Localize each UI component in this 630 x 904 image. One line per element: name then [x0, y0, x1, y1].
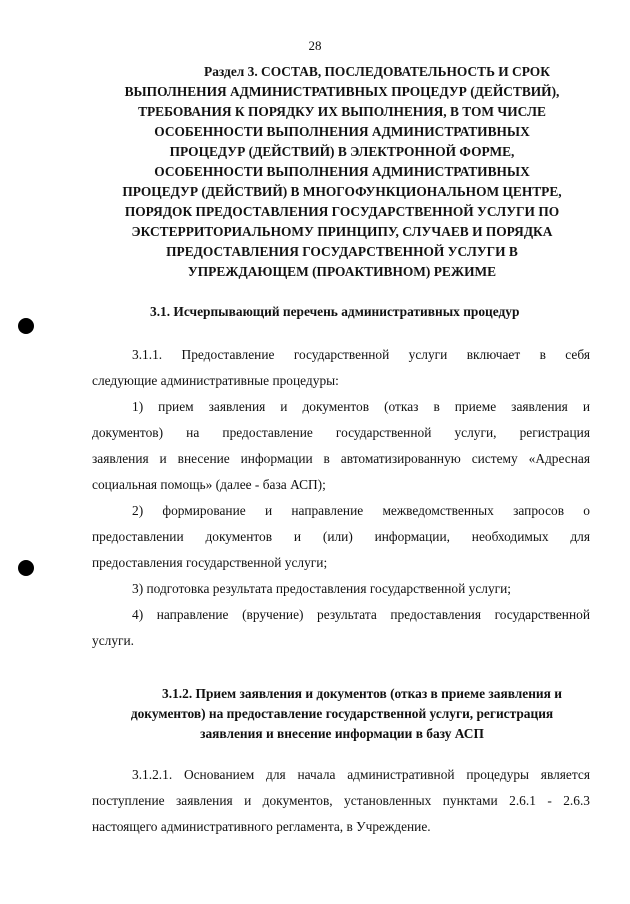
subsection-heading-line: заявления и внесение информации в базу АСП [200, 726, 484, 741]
subsection-heading-line: документов) на предоставление государственной услуги, регистрация [130, 706, 554, 721]
subsection-heading-line: 3.1.2. Прием заявления и документов (отказ в приеме заявления и [162, 686, 562, 701]
text-line: 4) направление (вручение) результата предоставления государственной [132, 607, 590, 622]
paragraph-3-1-1 [92, 342, 590, 394]
text-line: 1) прием заявления и документов (отказ в приеме заявления и [132, 399, 590, 414]
section-heading-line: УПРЕЖДАЮЩЕМ (ПРОАКТИВНОМ) РЕЖИМЕ [187, 264, 497, 279]
section-heading-line: ОСОБЕННОСТИ ВЫПОЛНЕНИЯ АДМИНИСТРАТИВНЫХ [154, 124, 530, 139]
section-heading-line: ТРЕБОВАНИЯ К ПОРЯДКУ ИХ ВЫПОЛНЕНИЯ, В ТОМ ЧИСЛЕ [138, 104, 546, 119]
text-line: предоставления государственной услуги; [92, 555, 328, 570]
section-heading-line: ПРОЦЕДУР (ДЕЙСТВИЙ) В МНОГОФУНКЦИОНАЛЬНОМ ЦЕНТРЕ, [122, 184, 562, 199]
subsection-3-1-2-heading [92, 684, 592, 744]
section-heading-line: ОСОБЕННОСТИ ВЫПОЛНЕНИЯ АДМИНИСТРАТИВНЫХ [154, 164, 530, 179]
punch-hole [18, 318, 34, 334]
section-heading-line: ВЫПОЛНЕНИЯ АДМИНИСТРАТИВНЫХ ПРОЦЕДУР (ДЕЙСТВИЙ), [124, 84, 560, 99]
text-line: социальная помощь» (далее - база АСП); [92, 477, 326, 492]
section-heading-line: ПОРЯДОК ПРЕДОСТАВЛЕНИЯ ГОСУДАРСТВЕННОЙ УСЛУГИ ПО [124, 204, 560, 219]
section-heading-line: ЭКСТЕРРИТОРИАЛЬНОМУ ПРИНЦИПУ, СЛУЧАЕВ И ПОРЯДКА [131, 224, 553, 239]
text-line: поступление заявления и документов, установленных пунктами 2.6.1 - 2.6.3 [92, 793, 590, 808]
list-item-4 [92, 602, 590, 654]
list-item-3 [92, 576, 590, 602]
text-line: 3.1.1. Предоставление государственной услуги включает в себя [132, 347, 590, 362]
section-heading-line: ПРЕДОСТАВЛЕНИЯ ГОСУДАРСТВЕННОЙ УСЛУГИ В [166, 244, 518, 259]
text-line: настоящего административного регламента, в Учреждение. [92, 819, 431, 834]
section-heading-line: ПРОЦЕДУР (ДЕЙСТВИЙ) В ЭЛЕКТРОННОЙ ФОРМЕ, [169, 144, 515, 159]
subsection-3-1-heading-text: 3.1. Исчерпывающий перечень административных процедур [150, 304, 520, 319]
section-heading-line: Раздел 3. СОСТАВ, ПОСЛЕДОВАТЕЛЬНОСТЬ И СРОК [204, 64, 550, 79]
section-heading [92, 62, 592, 282]
text-line: заявления и внесение информации в автоматизированную систему «Адресная [92, 451, 590, 466]
page-number: 28 [308, 38, 322, 53]
text-line: 3) подготовка результата предоставления государственной услуги; [132, 581, 512, 596]
text-line: предоставлении документов и (или) информации, необходимых для [92, 529, 590, 544]
text-line: следующие административные процедуры: [92, 373, 339, 388]
list-item-1 [92, 394, 590, 498]
punch-hole [18, 560, 34, 576]
subsection-3-1-heading [150, 302, 590, 322]
text-line: услуги. [92, 633, 135, 648]
list-item-2 [92, 498, 590, 576]
text-line: документов) на предоставление государственной услуги, регистрация [92, 425, 590, 440]
text-line: 2) формирование и направление межведомственных запросов о [132, 503, 590, 518]
paragraph-3-1-2-1 [92, 762, 590, 840]
text-line: 3.1.2.1. Основанием для начала административной процедуры является [132, 767, 590, 782]
